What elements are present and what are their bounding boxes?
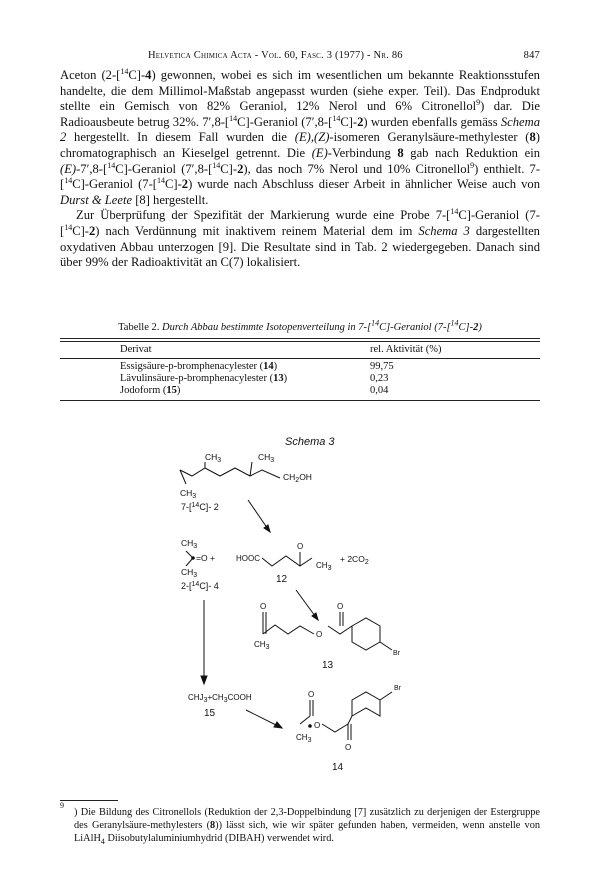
table-row: Jodoform (15) 0,04: [120, 385, 389, 396]
ch3-label: CH3: [254, 640, 270, 651]
svg-text:Br: Br: [393, 650, 400, 657]
compound-13-structure: [263, 612, 392, 650]
svg-text:O: O: [345, 743, 352, 752]
compound-12-label: 12: [276, 574, 288, 585]
table-2: [60, 338, 540, 401]
svg-text:O: O: [308, 690, 315, 699]
svg-text:O: O: [314, 721, 321, 730]
ch3-label: $CH_3$: [181, 567, 198, 579]
paragraph-2: Zur Überprüfung der Spezifität der Markierung wurde eine Probe 7-[$^{14}$C]-Geraniol (7-[$^{14}$C]-2) nach Verdünnung mit inaktivem reinem Material dem im Schema 3 dargestellten oxydativen Abbau unterzogen [9]. Die Resultate sind in Tab. 2 wiedergegeben. Danach sind über 99% der Radioaktivität an C(7) lokalisiert.: [60, 207, 540, 270]
svg-text:=O +: =O +: [196, 553, 215, 563]
hooc-label: HOOC: [236, 554, 260, 563]
reaction-scheme: [0, 410, 600, 790]
compound-13-label: 13: [322, 660, 334, 671]
svg-text:O: O: [260, 602, 267, 611]
journal-line: [148, 50, 403, 61]
compound-14-structure: [300, 692, 392, 740]
svg-text:O: O: [337, 602, 344, 611]
scheme-title: Schema 3: [285, 436, 335, 448]
table-header: [60, 342, 540, 358]
footnote-ref: 9: [476, 98, 481, 107]
svg-text:O: O: [297, 542, 304, 551]
reaction-arrow: [246, 710, 278, 726]
journal-name: Helvetica Chimica Acta: [148, 50, 252, 61]
co2-label: + $2CO_2$: [340, 554, 369, 566]
ch3-label: $CH_3$: [180, 488, 197, 500]
running-header: [60, 50, 540, 64]
ch3-label: $CH_3$: [205, 452, 222, 464]
compound-2-label: 7-[$^{14}$C]- 2: [181, 502, 219, 512]
body-text: [60, 68, 540, 271]
svg-text:O: O: [316, 630, 323, 639]
footnote: 9 ) Die Bildung des Citronellols (Reduktion der 2,3-Doppelbindung [7] zusätzlich zu derjenigen der Estergruppe des Geranylsäure-methylesters (8)) lässt sich, wie wir später gefunden haben, vermeiden, wenn anstelle von LiAlH$_4$ Diisobutylaluminiumhydrid (DIBAH) verwendet wird.: [60, 801, 540, 847]
svg-text:Br: Br: [394, 685, 401, 692]
iodoform-acetic-label: CHJ3+CH3COOH: [188, 693, 252, 704]
compound-15-label: 15: [204, 708, 216, 719]
ch3-label: CH3: [296, 733, 312, 744]
header-activity: rel. Aktivität (%): [370, 344, 442, 355]
paragraph-1: Aceton (2-[$^{14}$C]-4) gewonnen, wobei es sich im wesentlichen um bekannte Reaktionsstufen handelte, die dem Millimol-Maßstab angepasst wurden (siehe exper. Teil). Das Endprodukt stellte ein Gemisch von 82% Geraniol, 12% Nerol und 6% Citronellol$^9$) dar. Die Radioausbeute betrug 32%. 7′,8-[$^{14}$C]-Geraniol (7′,8-[$^{14}$C]-2) wurden ebenfalls gemäss Schema 2 hergestellt. In diesem Fall wurden die (E),(Z)-isomeren Geranylsäure-methylester (8) chromatographisch an Kieselgel getrennt. Die (E)-Verbindung 8 gab nach Reduktion ein (E)-7′,8-[$^{14}$C]-Geraniol (7′,8-[$^{14}$C]-2), das noch 7% Nerol und 10% Citronellol$^9$) enthielt. 7-[$^{14}$C]-Geraniol (7-[$^{14}$C]-2) wurde nach Abschluss dieser Arbeit in ähnlicher Weise auch von Durst & Leete [8] hergestellt.: [60, 66, 541, 207]
table-row: Lävulinsäure-p-bromphenacylester (13) 0,23: [120, 373, 389, 384]
table-row: Essigsäure-p-bromphenacylester (14) 99,75: [120, 361, 394, 372]
header-derivat: Derivat: [120, 344, 152, 355]
table-caption: Tabelle 2. Durch Abbau bestimmte Isotopenverteilung in 7-[$^{14}$C]-Geraniol (7-[$^{14}$C]-2): [118, 318, 482, 333]
ch3-label: $CH_3$: [258, 452, 275, 464]
ch3-label: $CH_3$: [181, 538, 198, 550]
page-number: 847: [523, 50, 540, 61]
compound-14-label: 14: [332, 762, 344, 773]
ch2oh-label: $CH_2OH$: [283, 472, 312, 484]
compound-4-label: 2-[$^{14}$C]- 4: [181, 581, 219, 591]
footnote-rule: [60, 800, 118, 801]
volume-info: - Vol. 60, Fasc. 3 (1977) - Nr. 86: [254, 50, 403, 61]
geraniol-structure: [180, 462, 280, 484]
ch3-label: CH3: [316, 561, 332, 572]
